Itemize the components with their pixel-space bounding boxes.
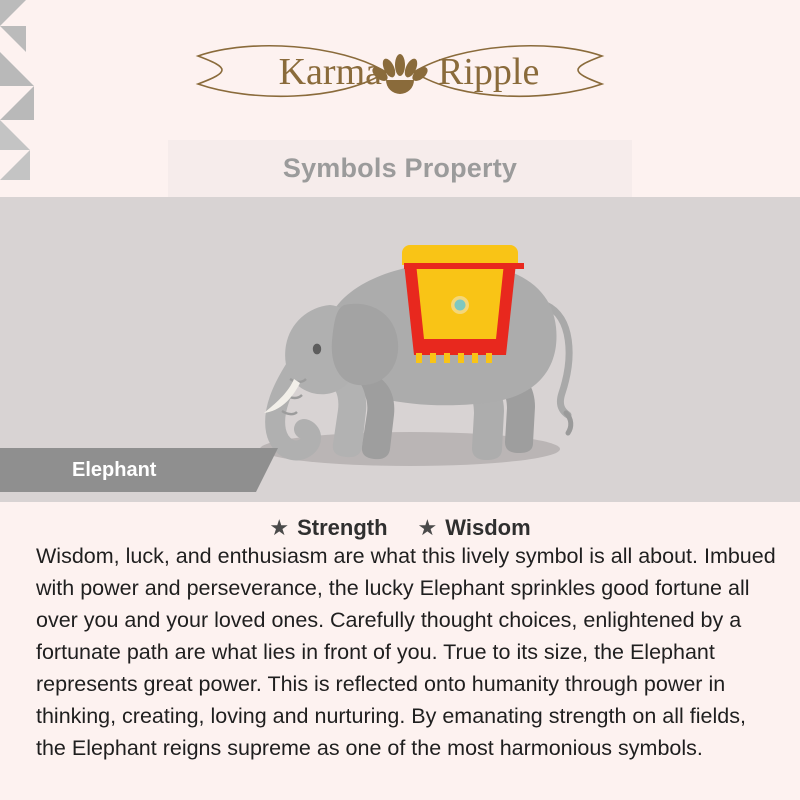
page-title: Symbols Property [282,153,518,183]
corner-wedge-bottom-right-icon [0,150,30,180]
blanket-gem-icon [455,300,466,311]
symbol-label-tab [0,448,256,492]
blanket-top-band [404,263,524,269]
trait-item [418,515,531,541]
symbol-label-tab-notch-icon [256,448,278,492]
trait-item [269,515,387,541]
symbol-name: Elephant [72,458,157,481]
star-icon: ★ [269,515,290,540]
banner [168,140,632,197]
trait-label: Wisdom [445,515,531,540]
brand-logo-svg [190,32,610,118]
trait-label: Strength [297,515,388,540]
star-icon: ★ [417,515,438,540]
corner-wedge-bottom-left-icon [0,120,30,150]
elephant-eye [313,344,321,355]
traits-row [0,515,800,541]
brand-name-left: Karma [278,51,382,93]
brand-name-right: Ripple [438,51,540,93]
corner-wedge-top-left-icon [0,0,26,26]
symbol-description: Wisdom, luck, and enthusiasm are what this lively symbol is all about. Imbued with power and perseverance, the lucky Elephant sprinkles good fortune all over you and your loved ones. Carefully thought choices, enlightened by a fortunate path are what lies in front of you. True to its size, the Elephant represents great power. This is reflected onto humanity through power in thinking, creating, loving and nurturing. By emanating strength on all fields, the Elephant reigns supreme as one of the most harmonious symbols. [36,544,776,760]
brand-logo [0,30,800,120]
elephant-tail-tuft [566,413,571,433]
blanket-top-flap [402,245,518,265]
